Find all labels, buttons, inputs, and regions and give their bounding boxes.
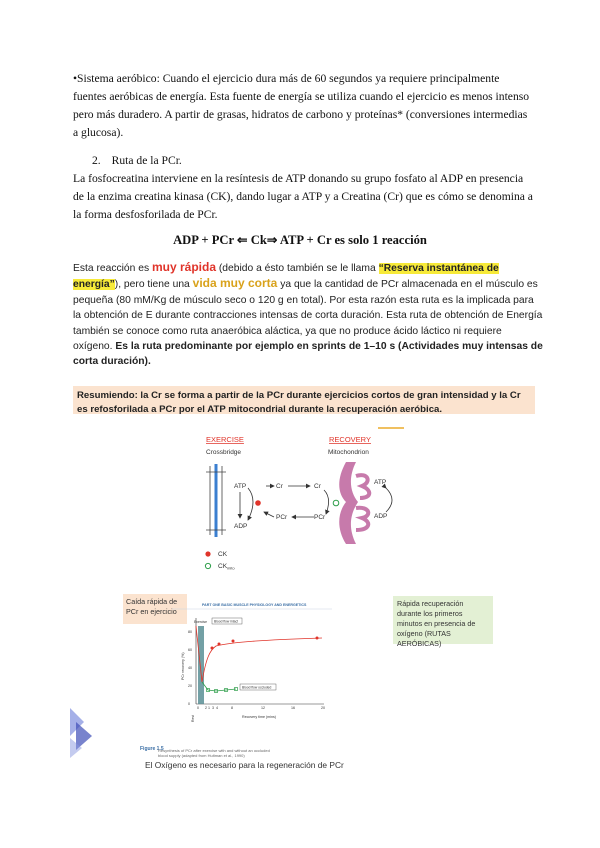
legend-ck-marker (205, 551, 210, 556)
note-fast-drop: Caída rápida de PCr en ejercicio (123, 594, 187, 624)
accent-line (378, 427, 404, 429)
decorative-triangles (70, 708, 102, 758)
legend-ckmito-marker (205, 563, 210, 568)
cr-mid: Cr (276, 483, 283, 490)
legend-ckmito-label: $CK_{mito}$ (218, 563, 235, 571)
mitochondrion-label: Mitochondrion (328, 449, 369, 456)
atp-left: ATP (234, 483, 247, 490)
blood-intact-label: Blood flow intact (214, 619, 239, 624)
oxygen-note: El Oxígeno es necesario para la regeneración de PCr (145, 760, 344, 770)
x-tick-label: 8 (231, 706, 233, 710)
p3-text-4: ya que la cantidad de PCr almacenada en el músculo es pequeña (80 mM/Kg de músculo seco o 120 g en total). Por esta razón esta ruta es la implicada para la obtención de E durante contracciones intensas de corta duración. Esta ruta de obtención de Energía también se conoce como ruta anaeróbica aláctica, ya que no produce ácido láctico ni requiere oxígeno. (73, 279, 543, 353)
caption-text: Resynthesis of PCr after exercise with and without an occluded blood supply (adapted from Hultman et al., 1990) (158, 748, 270, 758)
p3-text-1: Esta reacción es (73, 263, 152, 274)
x-tick-label: 3 (212, 706, 214, 710)
intact-curve (196, 626, 322, 682)
atp-right: ATP (374, 479, 387, 486)
p3-text-3: ), pero tiene una (114, 279, 193, 291)
recovery-label: RECOVERY (329, 435, 371, 444)
exercise-shade (198, 626, 204, 704)
rest-label: Rest (191, 715, 195, 722)
mitochondrion-membrane (339, 462, 369, 544)
equation: ADP + PCr ⇐ Ck⇒ ATP + Cr es solo 1 reacción (173, 233, 427, 247)
pcr-mid: PCr (276, 514, 288, 521)
list-text: Ruta de la PCr. (111, 154, 182, 167)
summary-box: Resumiendo: la Cr se forma a partir de la PCr durante ejercicios cortos de gran intensidad y la Cr es refosforilada a PCr por el ATP mitocondrial durante la recuperación aeróbica. (73, 386, 535, 414)
paragraph-reaction (73, 260, 543, 370)
x-tick-label: 16 (291, 706, 295, 710)
note-fast-recovery: Rápida recuperación durante los primeros minutos en presencia de oxígeno (RUTAS AERÓBICAS) (393, 596, 493, 644)
vida-muy-corta: vida muy corta (192, 276, 278, 291)
exercise-region-label: Exercise (194, 620, 208, 624)
y-tick-label: 40 (188, 666, 192, 671)
y-tick-label: 0 (188, 702, 190, 707)
reserva-highlight: “Reserva instantánea de energía” (73, 263, 499, 291)
p3-bold-end: Es la ruta predominante por ejemplo en sprints de 1–10 s (Actividades muy intensas de corta duración). (73, 341, 543, 368)
exercise-label: EXERCISE (206, 435, 244, 444)
y-tick-label: 20 (188, 684, 192, 689)
x-tick-label: 0 (197, 706, 199, 710)
caption-bold: Figure 1.5 (140, 746, 164, 752)
myofilament (206, 464, 226, 537)
paragraph-aerobic: •Sistema aeróbico: Cuando el ejercicio dura más de 60 segundos ya requiere principalmente fuentes aeróbicas de energía. Esta fuente de energía se utiliza cuando el ejercicio es menos intenso pero más duradero. A partir de grasas, hidratos de carbono y proteínas* (conversiones intermedias a glucosa). (73, 72, 530, 139)
adp-left: ADP (234, 523, 248, 530)
list-number: 2. (92, 154, 101, 167)
list-item-pcr (92, 154, 182, 167)
x-axis-ticks (197, 706, 325, 710)
y-axis-label: PCr recovery (%) (181, 652, 185, 680)
ck-dot (255, 500, 261, 506)
p3-text-2: (debido a ésto también se le llama (216, 263, 379, 274)
pcr-right: PCr (314, 514, 326, 521)
x-tick-label: 1 (208, 706, 210, 710)
x-tick-label: 12 (261, 706, 265, 710)
x-tick-label: 4 (216, 706, 218, 710)
ckmito-dot (333, 500, 339, 506)
pcr-shuttle-diagram (196, 432, 416, 577)
figure-header: PART ONE BASIC MUSCLE PHYSIOLOGY AND ENERGETICS (202, 603, 307, 607)
adp-right: ADP (374, 513, 388, 520)
y-tick-label: 60 (188, 648, 192, 653)
y-axis-ticks (188, 630, 192, 706)
y-tick-label: 80 (188, 630, 192, 635)
x-tick-label: 20 (321, 706, 325, 710)
pcr-recovery-figure (172, 598, 332, 743)
x-tick-label: 2 (205, 706, 207, 710)
crossbridge-label: Crossbridge (206, 449, 242, 456)
muy-rapida: muy rápida (151, 260, 217, 274)
cr-right: Cr (314, 483, 321, 490)
x-axis-label: Recovery time (mins) (242, 715, 276, 719)
legend-ck-label: CK (218, 551, 228, 558)
blood-occluded-label: Blood flow occluded (242, 685, 272, 690)
occluded-curve (202, 682, 236, 691)
paragraph-phosphocreatine: La fosfocreatina interviene en la resíntesis de ATP donando su grupo fosfato al ADP en presencia de la enzima creatina kinasa (CK), dando lugar a ATP y a Creatina (Cr) que es cómo se denomina a la forma desfosforilada de PCr. (73, 172, 533, 221)
